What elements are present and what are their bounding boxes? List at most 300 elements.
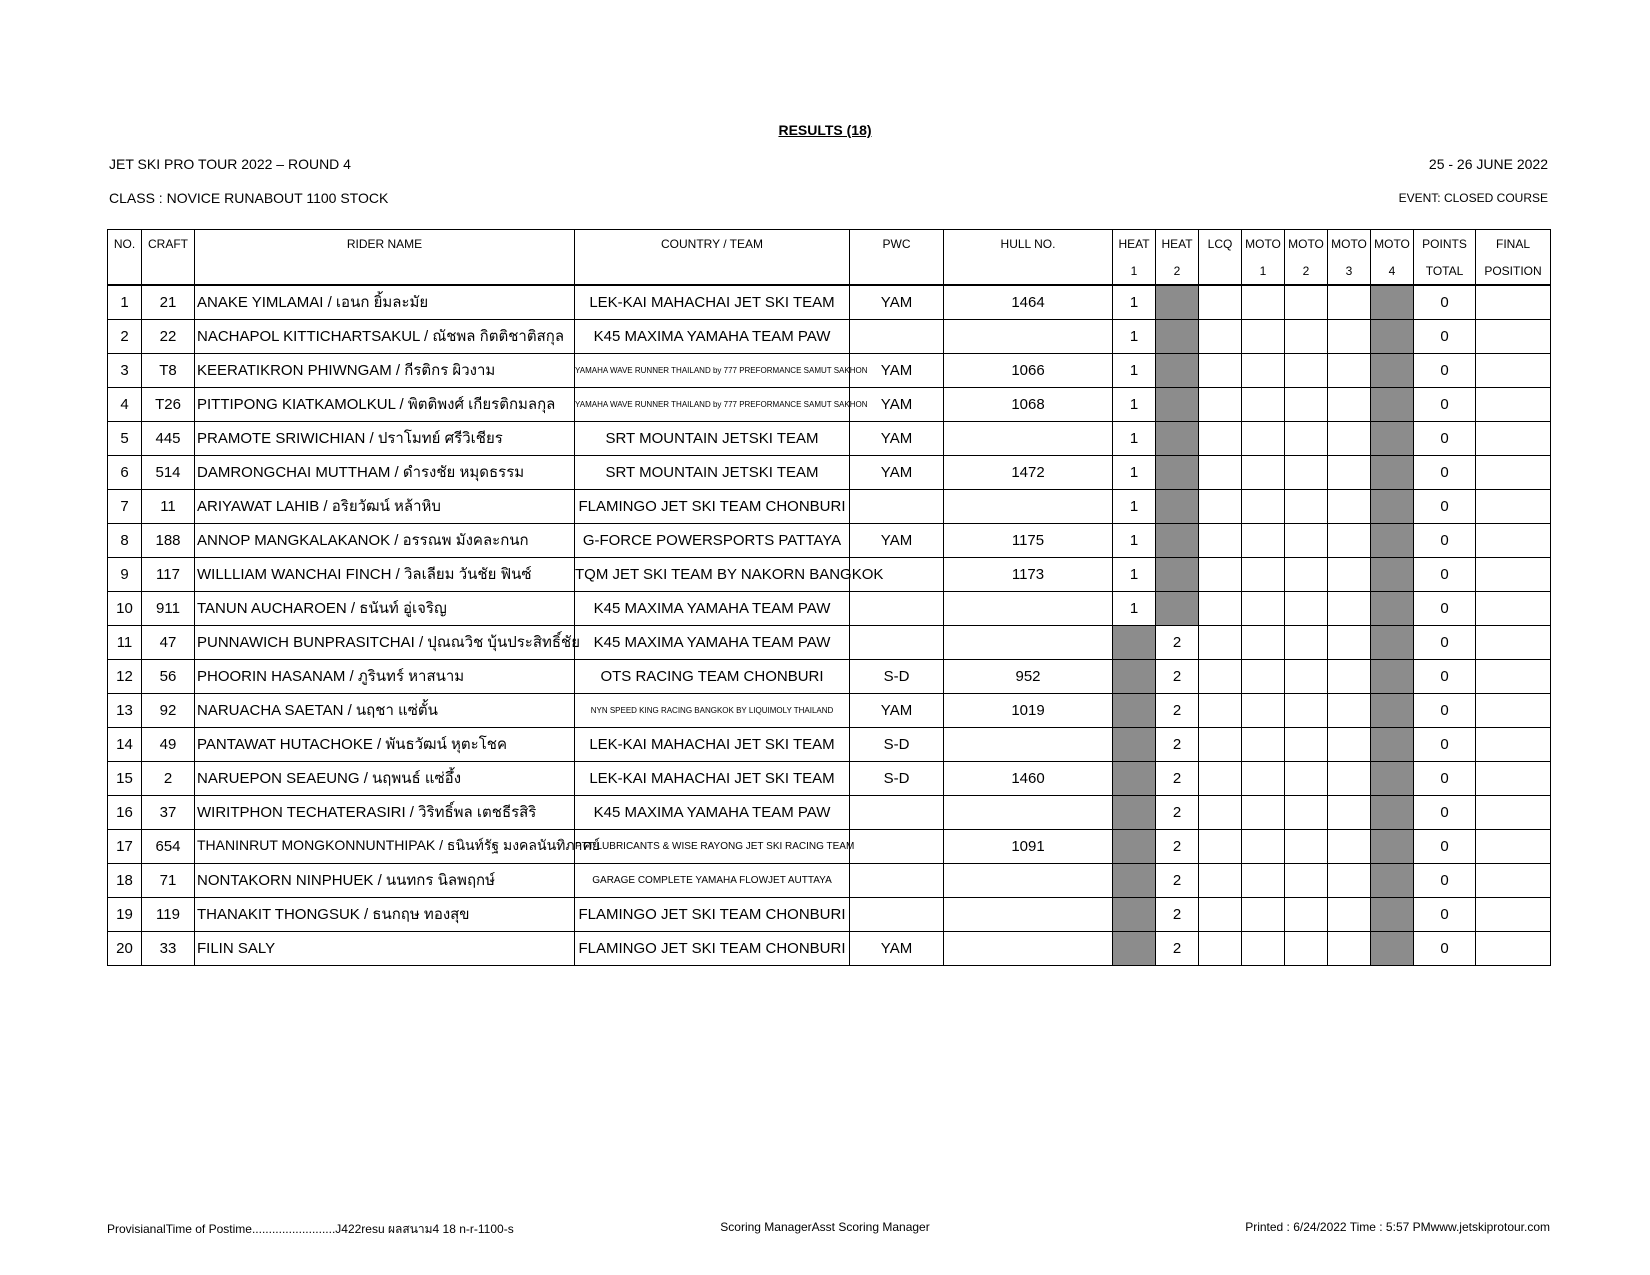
cell-heat1: 1	[1113, 557, 1156, 591]
cell-craft: 117	[142, 557, 195, 591]
cell-moto3	[1328, 897, 1371, 931]
cell-no: 13	[108, 693, 142, 727]
col-no: NO.	[108, 230, 142, 258]
cell-moto3	[1328, 591, 1371, 625]
cell-heat2: 2	[1156, 931, 1199, 965]
cell-hull	[944, 625, 1113, 659]
cell-moto3	[1328, 455, 1371, 489]
cell-pwc: S-D	[850, 727, 944, 761]
class-label: CLASS : NOVICE RUNABOUT 1100 STOCK	[109, 190, 389, 206]
cell-rider: THANAKIT THONGSUK / ธนกฤษ ทองสุข	[195, 897, 575, 931]
cell-points-total: 0	[1414, 387, 1476, 421]
cell-moto1	[1242, 455, 1285, 489]
table-row	[108, 319, 1551, 353]
cell-team: K45 MAXIMA YAMAHA TEAM PAW	[575, 591, 850, 625]
cell-team: LEK-KAI MAHACHAI JET SKI TEAM	[575, 761, 850, 795]
cell-pwc	[850, 625, 944, 659]
col-rider: RIDER NAME	[195, 230, 575, 258]
cell-moto1	[1242, 897, 1285, 931]
cell-heat1: 1	[1113, 421, 1156, 455]
cell-pwc: S-D	[850, 659, 944, 693]
cell-team: LEK-KAI MAHACHAI JET SKI TEAM	[575, 285, 850, 319]
cell-moto2	[1285, 829, 1328, 863]
table-body	[108, 285, 1551, 965]
cell-rider: PHOORIN HASANAM / ภูรินทร์ หาสนาม	[195, 659, 575, 693]
cell-heat1: 1	[1113, 591, 1156, 625]
cell-moto2	[1285, 659, 1328, 693]
cell-heat2	[1156, 455, 1199, 489]
cell-moto3	[1328, 285, 1371, 319]
cell-rider: TANUN AUCHAROEN / ธนันท์ อู่เจริญ	[195, 591, 575, 625]
cell-hull: 1019	[944, 693, 1113, 727]
cell-moto4	[1371, 523, 1414, 557]
cell-heat2: 2	[1156, 829, 1199, 863]
cell-moto2	[1285, 285, 1328, 319]
cell-no: 8	[108, 523, 142, 557]
cell-pwc: YAM	[850, 387, 944, 421]
cell-lcq	[1199, 693, 1242, 727]
cell-points-total: 0	[1414, 489, 1476, 523]
table-row	[108, 591, 1551, 625]
cell-heat1	[1113, 795, 1156, 829]
table-row	[108, 761, 1551, 795]
cell-points-total: 0	[1414, 727, 1476, 761]
cell-lcq	[1199, 353, 1242, 387]
cell-lcq	[1199, 931, 1242, 965]
cell-no: 1	[108, 285, 142, 319]
cell-lcq	[1199, 591, 1242, 625]
cell-team: NYN SPEED KING RACING BANGKOK BY LIQUIMOLY THAILAND	[575, 693, 850, 727]
col-points-total: TOTAL	[1414, 257, 1476, 285]
cell-craft: 56	[142, 659, 195, 693]
cell-moto3	[1328, 659, 1371, 693]
cell-moto2	[1285, 863, 1328, 897]
cell-final-position	[1476, 387, 1551, 421]
cell-moto3	[1328, 931, 1371, 965]
cell-no: 12	[108, 659, 142, 693]
cell-heat1: 1	[1113, 455, 1156, 489]
event-name: JET SKI PRO TOUR 2022 – ROUND 4	[109, 156, 351, 172]
cell-craft: 188	[142, 523, 195, 557]
cell-craft: 119	[142, 897, 195, 931]
cell-heat2	[1156, 285, 1199, 319]
cell-craft: 654	[142, 829, 195, 863]
cell-moto2	[1285, 625, 1328, 659]
cell-rider: NARUACHA SAETAN / นฤชา แซ่ตั้น	[195, 693, 575, 727]
cell-heat2	[1156, 387, 1199, 421]
cell-points-total: 0	[1414, 319, 1476, 353]
cell-heat1	[1113, 727, 1156, 761]
col-moto1: MOTO	[1242, 230, 1285, 258]
cell-moto3	[1328, 319, 1371, 353]
cell-rider: PITTIPONG KIATKAMOLKUL / พิตติพงศ์ เกียรติกมลกุล	[195, 387, 575, 421]
cell-moto1	[1242, 761, 1285, 795]
cell-craft: 2	[142, 761, 195, 795]
cell-moto1	[1242, 693, 1285, 727]
cell-lcq	[1199, 897, 1242, 931]
cell-heat2	[1156, 523, 1199, 557]
cell-moto1	[1242, 795, 1285, 829]
cell-points-total: 0	[1414, 557, 1476, 591]
cell-rider: NACHAPOL KITTICHARTSAKUL / ณัชพล กิตติชาติสกุล	[195, 319, 575, 353]
cell-moto1	[1242, 387, 1285, 421]
cell-hull: 952	[944, 659, 1113, 693]
cell-heat1	[1113, 625, 1156, 659]
cell-heat2: 2	[1156, 727, 1199, 761]
cell-lcq	[1199, 285, 1242, 319]
cell-hull: 1175	[944, 523, 1113, 557]
cell-moto4	[1371, 557, 1414, 591]
cell-no: 17	[108, 829, 142, 863]
cell-lcq	[1199, 421, 1242, 455]
col-moto4: MOTO	[1371, 230, 1414, 258]
cell-moto4	[1371, 591, 1414, 625]
cell-no: 14	[108, 727, 142, 761]
cell-moto1	[1242, 659, 1285, 693]
table-row	[108, 659, 1551, 693]
cell-moto3	[1328, 523, 1371, 557]
cell-no: 18	[108, 863, 142, 897]
col-heat2-num: 2	[1156, 257, 1199, 285]
table-header	[108, 230, 1551, 286]
cell-lcq	[1199, 523, 1242, 557]
cell-heat2	[1156, 319, 1199, 353]
cell-lcq	[1199, 761, 1242, 795]
cell-final-position	[1476, 319, 1551, 353]
cell-no: 7	[108, 489, 142, 523]
cell-hull	[944, 489, 1113, 523]
cell-pwc	[850, 829, 944, 863]
cell-points-total: 0	[1414, 421, 1476, 455]
cell-heat2	[1156, 353, 1199, 387]
cell-craft: 445	[142, 421, 195, 455]
cell-team: K45 MAXIMA YAMAHA TEAM PAW	[575, 625, 850, 659]
cell-lcq	[1199, 455, 1242, 489]
cell-craft: 49	[142, 727, 195, 761]
cell-moto4	[1371, 659, 1414, 693]
cell-heat2: 2	[1156, 659, 1199, 693]
cell-heat1	[1113, 761, 1156, 795]
cell-rider: FILIN SALY	[195, 931, 575, 965]
cell-moto3	[1328, 727, 1371, 761]
cell-moto2	[1285, 421, 1328, 455]
cell-team: PTT LUBRICANTS & WISE RAYONG JET SKI RACING TEAM	[575, 829, 850, 863]
cell-heat1: 1	[1113, 319, 1156, 353]
table-row	[108, 795, 1551, 829]
cell-no: 6	[108, 455, 142, 489]
cell-pwc	[850, 897, 944, 931]
cell-heat2: 2	[1156, 625, 1199, 659]
cell-hull: 1066	[944, 353, 1113, 387]
cell-heat2: 2	[1156, 897, 1199, 931]
cell-pwc	[850, 591, 944, 625]
cell-points-total: 0	[1414, 285, 1476, 319]
col-moto2-num: 2	[1285, 257, 1328, 285]
cell-team: SRT MOUNTAIN JETSKI TEAM	[575, 455, 850, 489]
cell-moto1	[1242, 557, 1285, 591]
cell-craft: 514	[142, 455, 195, 489]
cell-moto3	[1328, 761, 1371, 795]
cell-hull	[944, 727, 1113, 761]
cell-craft: 911	[142, 591, 195, 625]
cell-moto4	[1371, 931, 1414, 965]
cell-moto2	[1285, 353, 1328, 387]
cell-heat2	[1156, 557, 1199, 591]
cell-heat2: 2	[1156, 863, 1199, 897]
cell-rider: WIRITPHON TECHATERASIRI / วิริทธิ์พล เตชธีรสิริ	[195, 795, 575, 829]
col-moto3: MOTO	[1328, 230, 1371, 258]
cell-hull: 1460	[944, 761, 1113, 795]
cell-craft: 71	[142, 863, 195, 897]
cell-moto4	[1371, 625, 1414, 659]
cell-rider: PRAMOTE SRIWICHIAN / ปราโมทย์ ศรีวิเชียร	[195, 421, 575, 455]
cell-moto3	[1328, 829, 1371, 863]
cell-moto2	[1285, 523, 1328, 557]
cell-rider: ANNOP MANGKALAKANOK / อรรณพ มังคละกนก	[195, 523, 575, 557]
cell-pwc: YAM	[850, 523, 944, 557]
page-title: RESULTS (18)	[778, 122, 872, 138]
cell-moto4	[1371, 897, 1414, 931]
cell-moto3	[1328, 863, 1371, 897]
cell-moto3	[1328, 557, 1371, 591]
col-craft: CRAFT	[142, 230, 195, 258]
cell-team: YAMAHA WAVE RUNNER THAILAND by 777 PREFORMANCE SAMUT SAKHON	[575, 353, 850, 387]
cell-final-position	[1476, 897, 1551, 931]
cell-heat2	[1156, 591, 1199, 625]
cell-moto4	[1371, 455, 1414, 489]
cell-points-total: 0	[1414, 761, 1476, 795]
cell-hull: 1472	[944, 455, 1113, 489]
cell-moto3	[1328, 387, 1371, 421]
table-row	[108, 727, 1551, 761]
event-dates: 25 - 26 JUNE 2022	[1428, 156, 1548, 172]
cell-moto1	[1242, 625, 1285, 659]
table-row	[108, 523, 1551, 557]
cell-hull	[944, 421, 1113, 455]
cell-moto4	[1371, 829, 1414, 863]
cell-final-position	[1476, 693, 1551, 727]
cell-team: FLAMINGO JET SKI TEAM CHONBURI	[575, 489, 850, 523]
cell-rider: ANAKE YIMLAMAI / เอนก ยิ้มละมัย	[195, 285, 575, 319]
table-row	[108, 353, 1551, 387]
cell-moto4	[1371, 863, 1414, 897]
cell-heat2	[1156, 489, 1199, 523]
col-moto2: MOTO	[1285, 230, 1328, 258]
cell-heat1	[1113, 829, 1156, 863]
cell-team: GARAGE COMPLETE YAMAHA FLOWJET AUTTAYA	[575, 863, 850, 897]
cell-heat1	[1113, 659, 1156, 693]
cell-team: TQM JET SKI TEAM BY NAKORN BANGKOK	[575, 557, 850, 591]
cell-lcq	[1199, 863, 1242, 897]
cell-moto1	[1242, 319, 1285, 353]
cell-team: YAMAHA WAVE RUNNER THAILAND by 777 PREFORMANCE SAMUT SAKHON	[575, 387, 850, 421]
cell-heat1: 1	[1113, 489, 1156, 523]
results-table	[107, 229, 1551, 966]
cell-lcq	[1199, 659, 1242, 693]
cell-craft: T26	[142, 387, 195, 421]
cell-no: 10	[108, 591, 142, 625]
cell-craft: 11	[142, 489, 195, 523]
cell-heat2: 2	[1156, 693, 1199, 727]
cell-moto2	[1285, 693, 1328, 727]
cell-moto3	[1328, 489, 1371, 523]
cell-final-position	[1476, 489, 1551, 523]
table-row	[108, 285, 1551, 319]
cell-no: 3	[108, 353, 142, 387]
cell-hull	[944, 795, 1113, 829]
cell-craft: T8	[142, 353, 195, 387]
cell-heat1: 1	[1113, 353, 1156, 387]
cell-points-total: 0	[1414, 931, 1476, 965]
cell-final-position	[1476, 863, 1551, 897]
cell-no: 11	[108, 625, 142, 659]
cell-moto2	[1285, 489, 1328, 523]
cell-moto1	[1242, 591, 1285, 625]
cell-craft: 21	[142, 285, 195, 319]
cell-no: 5	[108, 421, 142, 455]
cell-pwc: S-D	[850, 761, 944, 795]
table-row	[108, 625, 1551, 659]
cell-final-position	[1476, 591, 1551, 625]
cell-rider: PUNNAWICH BUNPRASITCHAI / ปุณณวิช บุ้นประสิทธิ์ชัย	[195, 625, 575, 659]
cell-pwc: YAM	[850, 693, 944, 727]
cell-final-position	[1476, 353, 1551, 387]
cell-final-position	[1476, 625, 1551, 659]
cell-final-position	[1476, 795, 1551, 829]
cell-moto2	[1285, 557, 1328, 591]
col-team: COUNTRY / TEAM	[575, 230, 850, 258]
table-row	[108, 693, 1551, 727]
cell-moto4	[1371, 795, 1414, 829]
footer-left: ProvisianalTime of Postime.........................J422resu ผลสนาม4 18 n-r-1100-s	[107, 1222, 514, 1236]
cell-heat2: 2	[1156, 761, 1199, 795]
cell-pwc	[850, 795, 944, 829]
col-hull: HULL NO.	[944, 230, 1113, 258]
cell-moto1	[1242, 285, 1285, 319]
cell-craft: 22	[142, 319, 195, 353]
col-lcq: LCQ	[1199, 230, 1242, 258]
cell-rider: ARIYAWAT LAHIB / อริยวัฒน์ หล้าหิบ	[195, 489, 575, 523]
cell-lcq	[1199, 829, 1242, 863]
cell-moto4	[1371, 285, 1414, 319]
cell-rider: NARUEPON SEAEUNG / นฤพนธ์ แซ่อึ้ง	[195, 761, 575, 795]
col-heat2: HEAT	[1156, 230, 1199, 258]
cell-rider: WILLLIAM WANCHAI FINCH / วิลเลียม วันชัย ฟินซ์	[195, 557, 575, 591]
cell-points-total: 0	[1414, 455, 1476, 489]
cell-moto1	[1242, 421, 1285, 455]
cell-team: SRT MOUNTAIN JETSKI TEAM	[575, 421, 850, 455]
cell-moto4	[1371, 489, 1414, 523]
cell-final-position	[1476, 557, 1551, 591]
cell-hull	[944, 931, 1113, 965]
cell-hull: 1091	[944, 829, 1113, 863]
cell-moto2	[1285, 387, 1328, 421]
cell-heat1: 1	[1113, 523, 1156, 557]
cell-team: LEK-KAI MAHACHAI JET SKI TEAM	[575, 727, 850, 761]
cell-points-total: 0	[1414, 523, 1476, 557]
cell-pwc: YAM	[850, 285, 944, 319]
cell-no: 19	[108, 897, 142, 931]
cell-final-position	[1476, 421, 1551, 455]
col-heat1: HEAT	[1113, 230, 1156, 258]
cell-craft: 92	[142, 693, 195, 727]
cell-hull	[944, 897, 1113, 931]
cell-points-total: 0	[1414, 693, 1476, 727]
cell-moto2	[1285, 455, 1328, 489]
table-row	[108, 931, 1551, 965]
cell-points-total: 0	[1414, 659, 1476, 693]
cell-moto4	[1371, 693, 1414, 727]
cell-rider: THANINRUT MONGKONNUNTHIPAK / ธนินท์รัฐ มงคลนันทิภาคย์	[195, 829, 575, 863]
cell-moto2	[1285, 761, 1328, 795]
cell-rider: DAMRONGCHAI MUTTHAM / ดำรงชัย หมุดธรรม	[195, 455, 575, 489]
cell-heat1	[1113, 897, 1156, 931]
cell-heat1	[1113, 863, 1156, 897]
cell-moto2	[1285, 795, 1328, 829]
cell-pwc	[850, 319, 944, 353]
cell-craft: 33	[142, 931, 195, 965]
col-moto3-num: 3	[1328, 257, 1371, 285]
cell-moto4	[1371, 727, 1414, 761]
cell-team: K45 MAXIMA YAMAHA TEAM PAW	[575, 795, 850, 829]
cell-team: OTS RACING TEAM CHONBURI	[575, 659, 850, 693]
table-row	[108, 863, 1551, 897]
cell-pwc	[850, 489, 944, 523]
cell-team: G-FORCE POWERSPORTS PATTAYA	[575, 523, 850, 557]
cell-no: 16	[108, 795, 142, 829]
cell-no: 2	[108, 319, 142, 353]
cell-moto2	[1285, 591, 1328, 625]
cell-no: 9	[108, 557, 142, 591]
cell-final-position	[1476, 761, 1551, 795]
table-row	[108, 557, 1551, 591]
col-points: POINTS	[1414, 230, 1476, 258]
cell-moto3	[1328, 421, 1371, 455]
cell-moto2	[1285, 931, 1328, 965]
cell-moto3	[1328, 795, 1371, 829]
cell-heat2: 2	[1156, 795, 1199, 829]
cell-points-total: 0	[1414, 591, 1476, 625]
cell-moto1	[1242, 931, 1285, 965]
cell-final-position	[1476, 659, 1551, 693]
cell-lcq	[1199, 557, 1242, 591]
cell-hull	[944, 863, 1113, 897]
cell-team: FLAMINGO JET SKI TEAM CHONBURI	[575, 897, 850, 931]
cell-moto4	[1371, 319, 1414, 353]
cell-moto4	[1371, 353, 1414, 387]
cell-heat1	[1113, 931, 1156, 965]
cell-final-position	[1476, 523, 1551, 557]
table-row	[108, 829, 1551, 863]
cell-moto4	[1371, 421, 1414, 455]
cell-lcq	[1199, 795, 1242, 829]
footer-right: Printed : 6/24/2022 Time : 5:57 PMwww.jetskiprotour.com	[1245, 1220, 1550, 1234]
cell-moto4	[1371, 387, 1414, 421]
table-row	[108, 421, 1551, 455]
cell-final-position	[1476, 455, 1551, 489]
cell-moto2	[1285, 319, 1328, 353]
cell-moto3	[1328, 353, 1371, 387]
cell-rider: NONTAKORN NINPHUEK / นนทกร นิลพฤกษ์	[195, 863, 575, 897]
cell-lcq	[1199, 319, 1242, 353]
cell-final-position	[1476, 829, 1551, 863]
cell-hull	[944, 319, 1113, 353]
cell-moto3	[1328, 625, 1371, 659]
cell-moto2	[1285, 727, 1328, 761]
cell-points-total: 0	[1414, 863, 1476, 897]
cell-points-total: 0	[1414, 625, 1476, 659]
cell-moto1	[1242, 863, 1285, 897]
